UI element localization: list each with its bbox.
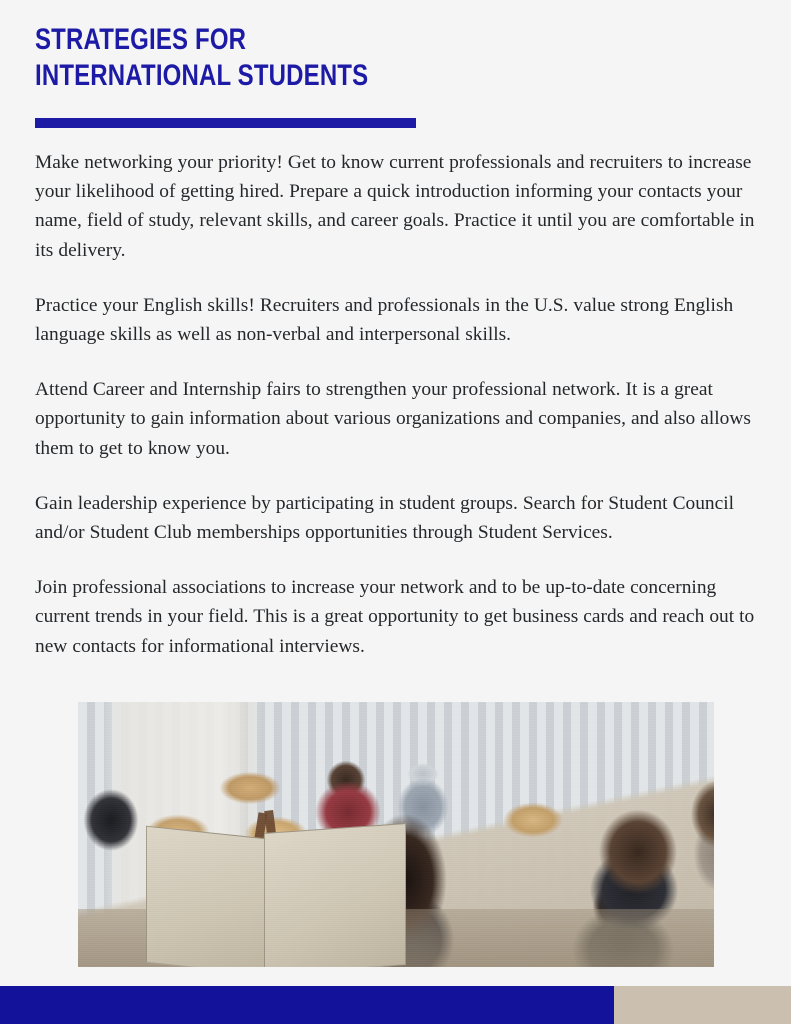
paragraph-1: Make networking your priority! Get to know current professionals and recruiters to increase your likelihood of getting hired. Prepare a quick introduction informing your contacts your name, field of study, relevant skills, and career goals. Practice it until you are comfortable in its delivery. [35, 152, 755, 261]
classroom-photo [78, 702, 714, 967]
title-underline-rule [35, 118, 416, 128]
body-copy [35, 148, 770, 661]
page-title-line-1: STRATEGIES FOR [35, 23, 247, 56]
paragraph-5: Join professional associations to increase your network and to be up-to-date concerning current trends in your field. This is a great opportunity to get business cards and reach out to new contacts for informational interviews. [35, 577, 755, 657]
page-title [35, 22, 635, 94]
footer-bars [0, 986, 791, 1024]
footer-bar-blue [0, 986, 614, 1024]
paragraph-2: Practice your English skills! Recruiters and professionals in the U.S. value strong English language skills as well as non-verbal and interpersonal skills. [35, 294, 734, 346]
paragraph-3: Attend Career and Internship fairs to strengthen your professional network. It is a great opportunity to gain information about various organizations and companies, and also allows them to get to know you. [35, 379, 751, 459]
paragraph-4: Gain leadership experience by participating in student groups. Search for Student Council and/or Student Club memberships opportunities through Student Services. [35, 492, 734, 544]
footer-bar-tan [614, 986, 791, 1024]
easel-board-right [264, 823, 406, 967]
easel-board-left [146, 826, 266, 967]
page-title-line-2: INTERNATIONAL STUDENTS [35, 59, 369, 92]
